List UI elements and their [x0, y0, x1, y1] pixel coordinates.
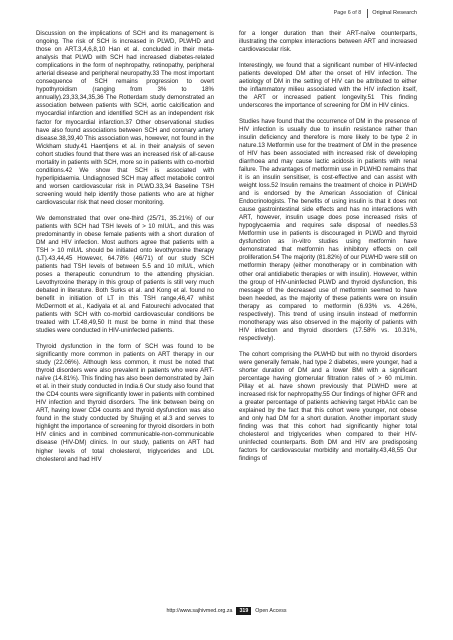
page-number: Page 6 of 8 [333, 10, 362, 16]
paragraph: Studies have found that the occurrence of DM in the presence of HIV infection is usually due to insulin resistance rather than insulin deficiency and therefore is more likely to be type 2 in nature.13 Metformin use for the treatment of DM in the presence of HIV has been associated with increased risk of developing diarrhoea and may cause lactic acidosis in patients with renal failure. The advantages of metformin use in PLWHD remains that it is an insulin sensitiser, is cost-effective and can assist with weight loss.52 Insulin remains the treatment of choice in PLWHD and is endorsed by the American Association of Clinical Endocrinologists. The benefits of using insulin is that it does not cause gastrointestinal side effects and has no interactions with ART, however, insulin usage does pose increased risks of hypoglycaemia and requires safe disposal of needles.53 Metformin use in patients is discouraged in PLWD and thyroid dysfunction as in-vitro studies using metformin have demonstrated that metformin has inhibitory effects on cell proliferation.54 The majority (81.82%) of our PLWHD were still on metformin therapy (either monotherapy or in combination with other oral antidiabetic therapies or with insulin). However, within the group of HIV-uninfected PLWD and thyroid dysfunction, this message of the decreased use of metformin seemed to have been heeded, as the majority of these patients were on insulin therapy as compared to metformin (6.93% vs. 4.26%, respectively). This trend of using insulin instead of metformin monotherapy was also observed in the majority of patients with HIV infection and thyroid disorders (17.58% vs. 10.31%, respectively). [239, 117, 417, 342]
paragraph: Interestingly, we found that a significant number of HIV-infected patients developed DM after the onset of HIV infection. The aetiology of DM in the setting of HIV can be attributed to either the inflammatory milieu associated with the HIV infection itself, the ART or increased patient longevity.51 This finding underscores the importance of screening for DM in HIV clinics. [239, 61, 417, 109]
footer-page-number: 319 [236, 607, 251, 615]
paragraph: Discussion on the implications of SCH and its management is ongoing. The risk of SCH is increased in PLWD, PLWHD and those on ART.3,4,6,8,10 Han et al. concluded in their meta-analysis that PLWD with SCH had increased diabetes-related complications in the form of nephropathy, retinopathy, peripheral arterial disease and peripheral neuropathy.33 The most important consequence of SCH remains progression to overt hypothyroidism (ranging from 3% to 18% annually).23,33,34,35,36 The Rotterdam study demonstrated an association between patients with SCH, aortic calcification and myocardial infarction and identified SCH as an independent risk factor for myocardial infarction.37 Other observational studies have also found associations between SCH and coronary artery disease.38,39,40 This association was, however, not found in the Wickham study.41 Haentjens et al. in their analysis of seven cohort studies found that there was an increased risk of all-cause mortality in patients with SCH, more so in patients with co-morbid conditions.42 We show that SCH is associated with hyperlipidaemia. Undiagnosed SCH may affect metabolic control and worsen cardiovascular risk in PLWD.33,34 Baseline TSH screening would help identify those patients who are at higher cardiovascular risk that need closer monitoring. [36, 30, 214, 206]
left-column [36, 30, 214, 471]
section-label: Original Research [372, 10, 417, 16]
paragraph: Thyroid dysfunction in the form of SCH was found to be significantly more common in patients on ART therapy in our study (22.06%). Although less common, it must be noted that thyroid disorders were also prevalent in patients who were ART-naïve (14.81%). This finding has also been demonstrated by Jain et al. in their study conducted in India.6 Our study also found that the CD4 counts were significantly lower in patients with combined HIV infection and thyroid disorders. The link between being on ART, having lower CD4 counts and thyroid dysfunction was also found in the study conducted by Shuijing et al.3 and serves to highlight the importance of screening for thyroid disorders in both HIV clinics and in combined communicable-non-communicable disease (HIV-DM) clinics. In our study, patients on ART had higher levels of total cholesterol, triglycerides and LDL cholesterol and had HIV [36, 342, 214, 463]
page-header [36, 6, 417, 20]
open-access-label: Open Access [255, 608, 287, 614]
journal-url[interactable]: http://www.sajhivmed.org.za [166, 608, 233, 614]
header-divider [367, 9, 368, 18]
paragraph: The cohort comprising the PLWHD but with no thyroid disorders were generally female, had type 2 diabetes, were younger, had a shorter duration of DM and a lower BMI with a significant percentage having glomerular filtration rates of > 60 mL/min. Pillay et al. have shown previously that PLWHD were at increased risk for nephropathy.55 Our findings of higher GFR and a greater percentage of patients achieving target HbA1c can be explained by the fact that this cohort were younger, not obese and only had DM for a short duration. Another important study finding was that this cohort had significantly higher total cholesterol and triglycerides when compared to their HIV-uninfected counterparts. Both DM and HIV are predisposing factors for cardiovascular morbidity and mortality.43,48,55 Our findings of [239, 350, 417, 463]
paragraph: for a longer duration than their ART-naïve counterparts, illustrating the complex interactions between ART and increased cardiovascular risk. [239, 30, 417, 54]
paragraph: We demonstrated that over one-third (25/71, 35.21%) of our patients with SCH had TSH levels of > 10 mIU/L, and this was predominantly in obese female patients with a short duration of DM and HIV infection. Most authors agree that patients with a TSH > 10 mIU/L should be initiated onto levothyroxine therapy (LT).43,44,45 However, 64.78% (46/71) of our study SCH patients had TSH levels of between 5.5 and 10 mIU/L, which poses a therapeutic conundrum to the attending physician. Levothyroxine therapy in this group of patients is still very much debated in literature. Both Surks et al. and Kong et al. found no benefit in initiation of LT in this TSH range,46,47 whilst McDermott et al., Kadiyala et al. and Fatourechi advocated that patients with SCH with co-morbid cardiovascular conditions be treated with LT.48,49,50 It must be borne in mind that these studies were conducted in HIV-uninfected patients. [36, 214, 214, 335]
page-footer [0, 605, 453, 617]
right-column [239, 30, 417, 471]
